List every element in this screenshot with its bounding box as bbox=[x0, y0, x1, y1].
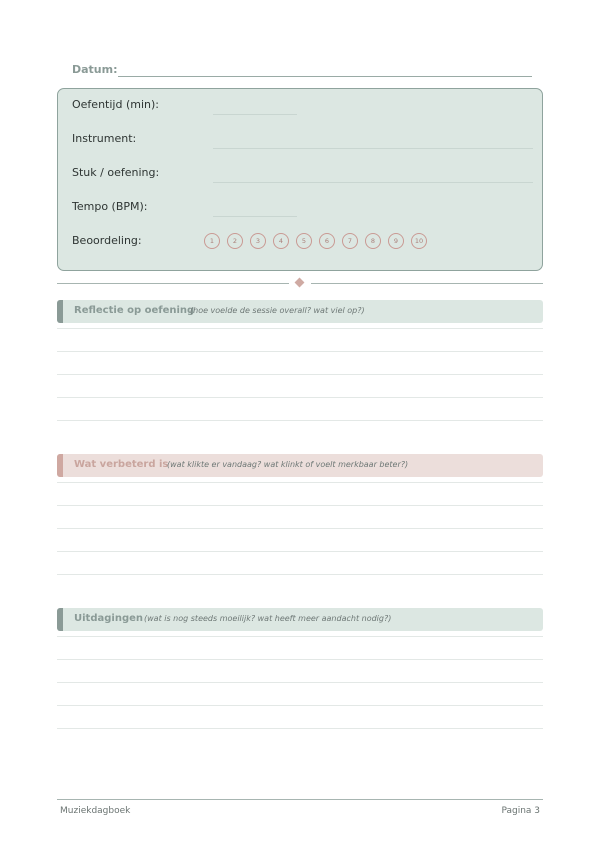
piece-line[interactable] bbox=[213, 182, 533, 183]
write-line[interactable] bbox=[57, 482, 543, 483]
rating-circle[interactable]: 9 bbox=[388, 233, 404, 249]
date-label: Datum: bbox=[72, 63, 118, 76]
write-line[interactable] bbox=[57, 551, 543, 552]
section-header-challenges bbox=[57, 608, 543, 631]
section-hint: (wat klikte er vandaag? wat klinkt of voelt merkbaar beter?) bbox=[167, 460, 409, 469]
tempo-line[interactable] bbox=[213, 216, 297, 217]
section-header-improvements bbox=[57, 454, 543, 477]
section-hint: (hoe voelde de sessie overall? wat viel op?) bbox=[190, 306, 365, 315]
piece-label: Stuk / oefening: bbox=[72, 166, 160, 179]
rating-circle[interactable]: 7 bbox=[342, 233, 358, 249]
rating-circle[interactable]: 6 bbox=[319, 233, 335, 249]
section-header-reflection bbox=[57, 300, 543, 323]
write-line[interactable] bbox=[57, 682, 543, 683]
practice-time-label: Oefentijd (min): bbox=[72, 98, 159, 111]
section-title: Reflectie op oefening bbox=[74, 305, 195, 316]
write-line[interactable] bbox=[57, 397, 543, 398]
rating-circle[interactable]: 2 bbox=[227, 233, 243, 249]
practice-time-line[interactable] bbox=[213, 114, 297, 115]
rating-circle[interactable]: 8 bbox=[365, 233, 381, 249]
rating-circle[interactable]: 5 bbox=[296, 233, 312, 249]
write-line[interactable] bbox=[57, 705, 543, 706]
write-line[interactable] bbox=[57, 505, 543, 506]
write-line[interactable] bbox=[57, 528, 543, 529]
instrument-line[interactable] bbox=[213, 148, 533, 149]
write-line[interactable] bbox=[57, 659, 543, 660]
rating-label: Beoordeling: bbox=[72, 234, 142, 247]
instrument-label: Instrument: bbox=[72, 132, 137, 145]
section-accent-bar bbox=[57, 608, 63, 631]
divider-right bbox=[311, 283, 543, 284]
write-line[interactable] bbox=[57, 351, 543, 352]
section-accent-bar bbox=[57, 454, 63, 477]
rating-circle[interactable]: 10 bbox=[411, 233, 427, 249]
date-field[interactable] bbox=[72, 62, 532, 80]
write-line[interactable] bbox=[57, 420, 543, 421]
section-title: Uitdagingen bbox=[74, 613, 143, 624]
write-line[interactable] bbox=[57, 728, 543, 729]
footer-divider bbox=[57, 799, 543, 800]
divider-diamond-icon bbox=[295, 278, 305, 288]
section-accent-bar bbox=[57, 300, 63, 323]
divider-left bbox=[57, 283, 289, 284]
write-line[interactable] bbox=[57, 328, 543, 329]
write-line[interactable] bbox=[57, 374, 543, 375]
page-number: Pagina 3 bbox=[501, 806, 540, 816]
write-line[interactable] bbox=[57, 636, 543, 637]
date-write-line[interactable] bbox=[118, 76, 532, 77]
footer-title: Muziekdagboek bbox=[60, 806, 131, 816]
section-title: Wat verbeterd is bbox=[74, 459, 169, 470]
tempo-label: Tempo (BPM): bbox=[72, 200, 148, 213]
write-line[interactable] bbox=[57, 574, 543, 575]
session-info-box bbox=[57, 88, 543, 271]
rating-circle[interactable]: 1 bbox=[204, 233, 220, 249]
section-hint: (wat is nog steeds moeilijk? wat heeft meer aandacht nodig?) bbox=[144, 614, 392, 623]
rating-circle[interactable]: 4 bbox=[273, 233, 289, 249]
rating-circle[interactable]: 3 bbox=[250, 233, 266, 249]
